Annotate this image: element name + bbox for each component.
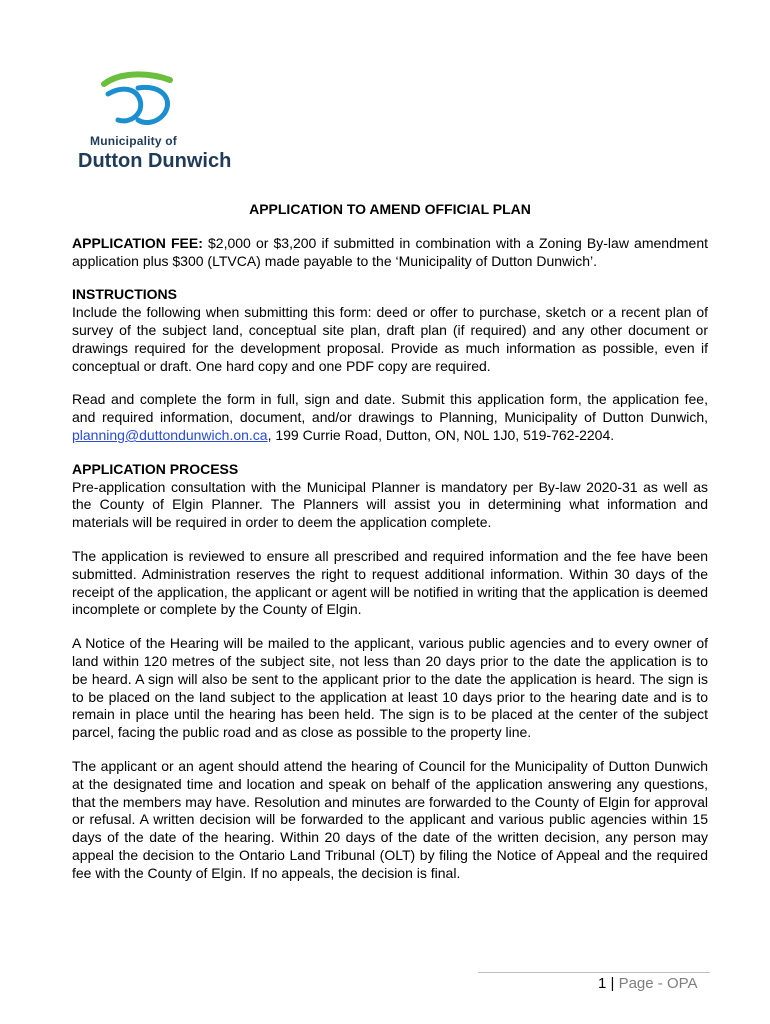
fee-paragraph bbox=[72, 235, 708, 271]
instructions-paragraph-1: Include the following when submitting this form: deed or offer to purchase, sketch or a recent plan of survey of the subject land, conceptual site plan, draft plan (if required) and any other document or drawings required for the development proposal. Provide as much information as possible, even if conceptual or draft. One hard copy and one PDF copy are required. bbox=[72, 304, 708, 374]
page-footer bbox=[598, 975, 698, 992]
process-paragraph-2: The application is reviewed to ensure all prescribed and required information and the fee have been submitted. Administration reserves the right to request additional information. Within 30 days of the receipt of the application, the applicant or agent will be notified in writing that the application is deemed incomplete or complete by the County of Elgin. bbox=[72, 547, 708, 618]
logo-line-1: Municipality of bbox=[90, 134, 177, 148]
instructions-p2-after: , 199 Currie Road, Dutton, ON, N0L 1J0, 519-762-2204. bbox=[267, 426, 615, 443]
instructions-heading: INSTRUCTIONS bbox=[72, 286, 177, 303]
process-heading: APPLICATION PROCESS bbox=[72, 460, 239, 477]
page-label: Page - OPA bbox=[618, 975, 698, 992]
instructions-paragraph-2 bbox=[72, 391, 708, 444]
instructions-p2-before: Read and complete the form in full, sign and date. Submit this application form, the application fee, and required information, document, and/or drawings to Planning, Municipality of Dutton Dunwich, bbox=[72, 391, 708, 426]
document-body bbox=[72, 201, 708, 883]
dutton-dunwich-logo-icon bbox=[100, 70, 180, 130]
fee-text: $2,000 or $3,200 if submitted in combination with a Zoning By-law amendment application plus $300 (LTVCA) made payable to the ‘Municipality of Dutton Dunwich’. bbox=[72, 234, 708, 269]
document-title: APPLICATION TO AMEND OFFICIAL PLAN bbox=[249, 201, 531, 217]
process-paragraph-3: A Notice of the Hearing will be mailed to the applicant, various public agencies and to every owner of land within 120 metres of the subject site, not less than 20 days prior to the date the application is to be heard. A sign will also be sent to the applicant prior to the date the application is heard. The sign is to be placed on the land subject to the application at least 10 days prior to the hearing date and is to remain in place until the hearing has been held. The sign is to be placed at the center of the subject parcel, facing the public road and as close as possible to the property line. bbox=[72, 635, 708, 741]
fee-label: APPLICATION FEE: bbox=[72, 234, 203, 251]
process-paragraph-4: The applicant or an agent should attend the hearing of Council for the Municipality of Dutton Dunwich at the designated time and location and speak on behalf of the application answering any questions, that the members may have. Resolution and minutes are forwarded to the County of Elgin for approval or refusal. A written decision will be forwarded to the applicant and various public agencies within 15 days of the date of the hearing. Within 20 days of the date of the written decision, any person may appeal the decision to the Ontario Land Tribunal (OLT) by filing the Notice of Appeal and the required fee with the County of Elgin. If no appeals, the decision is final. bbox=[72, 757, 708, 881]
municipality-logo bbox=[76, 70, 232, 175]
page-separator: | bbox=[606, 975, 619, 992]
email-link[interactable]: planning@duttondunwich.on.ca bbox=[72, 426, 268, 443]
footer-divider bbox=[478, 972, 710, 973]
process-paragraph-1: Pre-application consultation with the Municipal Planner is mandatory per By-law 2020-31 as well as the County of Elgin Planner. The Planners will assist you in determining what information and materials will be required in order to deem the application complete. bbox=[72, 478, 708, 531]
page-number: 1 bbox=[598, 975, 607, 992]
logo-line-2: Dutton Dunwich bbox=[78, 150, 232, 172]
